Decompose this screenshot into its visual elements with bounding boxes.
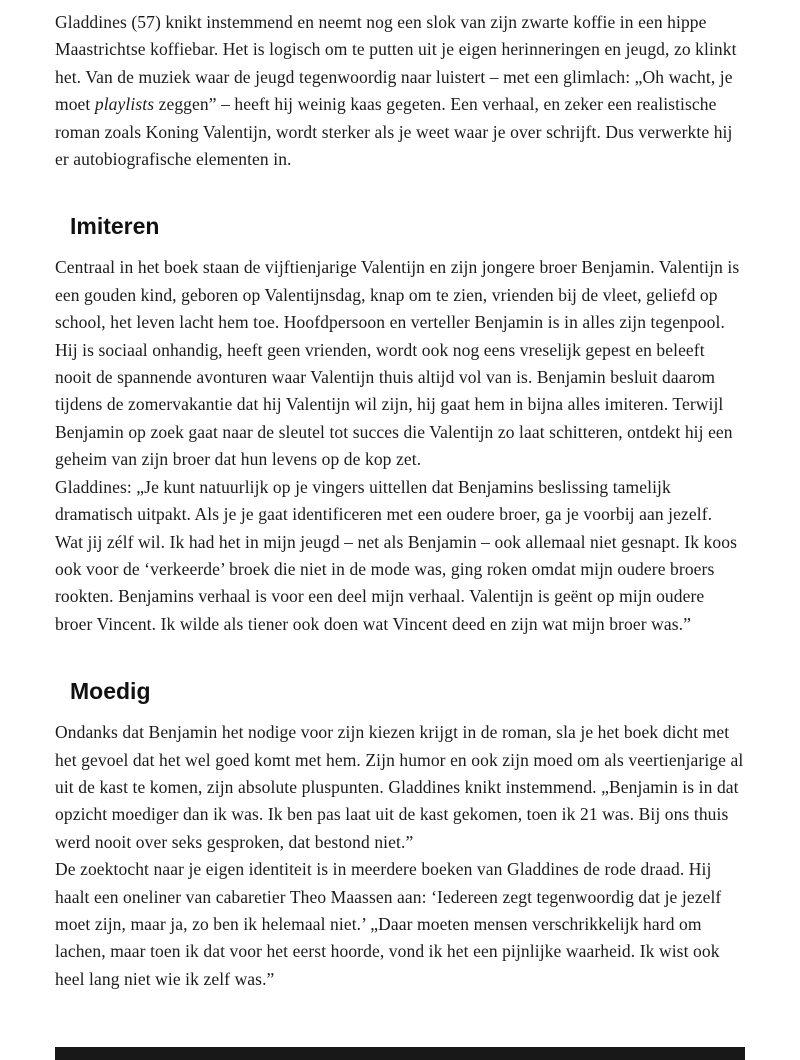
section-heading-moedig: Moedig: [70, 678, 151, 705]
section-heading-imiteren: Imiteren: [70, 213, 160, 240]
moedig-paragraph-1: Ondanks dat Benjamin het nodige voor zijn kiezen krijgt in de roman, sla je het boek dicht met het gevoel dat het wel goed komt met hem. Zijn humor en ook zijn moed om als veertienjarige al uit de kast te komen, zijn absolute pluspunten. Gladdines knikt instemmend. „Benjamin is in dat opzicht moediger dan ik was. Ik ben pas laat uit de kast gekomen, toen ik 21 was. Bij ons thuis werd nooit over seks gesproken, dat bestond niet.”: [55, 722, 744, 852]
intro-text-before-italic: Gladdines (57) knikt instemmend en neemt nog een slok van zijn zwarte koffie in een hippe Maastrichtse koffiebar. Het is logisch om te putten uit je eigen herinneringen en jeugd, zo klinkt het. Van de muziek waar de jeugd tegenwoordig naar luistert – met een glimlach: „Oh wacht, je moet: [55, 12, 737, 115]
intro-paragraph: [55, 9, 744, 173]
partial-image-strip: [55, 1047, 745, 1060]
imiteren-paragraph-1: Centraal in het boek staan de vijftienjarige Valentijn en zijn jongere broer Benjamin. Valentijn is een gouden kind, geboren op Valentijnsdag, knap om te zien, vrienden bij de vleet, geliefd op school, het leven lacht hem toe. Hoofdpersoon en verteller Benjamin is in alles zijn tegenpool. Hij is sociaal onhandig, heeft geen vrienden, wordt ook nog eens vreselijk gepest en beleeft nooit de spannende avonturen waar Valentijn thuis altijd vol van is. Benjamin besluit daarom tijdens de zomervakantie dat hij Valentijn wil zijn, hij gaat hem in bijna alles imiteren. Terwijl Benjamin op zoek gaat naar de sleutel tot succes die Valentijn zo laat schitteren, ontdekt hij een geheim van zijn broer dat hun levens op de kop zet.: [55, 257, 740, 470]
intro-text-after-italic: zeggen” – heeft hij weinig kaas gegeten. Een verhaal, en zeker een realistische roman zoals Koning Valentijn, wordt sterker als je weet waar je over schrijft. Dus verwerkte hij er autobiografische elementen in.: [55, 94, 733, 170]
intro-italic-word: playlists: [94, 94, 155, 115]
moedig-paragraph-2: De zoektocht naar je eigen identiteit is in meerdere boeken van Gladdines de rode draad. Hij haalt een oneliner van cabaretier Theo Maassen aan: ‘Iedereen zegt tegenwoordig dat je jezelf moet zijn, maar ja, zo ben ik helemaal niet.’ „Daar moeten mensen verschrikkelijk hard om lachen, maar toen ik dat voor het eerst hoorde, vond ik het een pijnlijke waarheid. Ik wist ook heel lang niet wie ik zelf was.”: [55, 859, 722, 989]
imiteren-paragraph-2: Gladdines: „Je kunt natuurlijk op je vingers uittellen dat Benjamins beslissing tamelijk dramatisch uitpakt. Als je je gaat identificeren met een oudere broer, ga je voorbij aan jezelf. Wat jij zélf wil. Ik had het in mijn jeugd – net als Benjamin – ook allemaal niet gesnapt. Ik koos ook voor de ‘verkeerde’ broek die niet in de mode was, ging roken omdat mijn oudere broers rookten. Benjamins verhaal is voor een deel mijn verhaal. Valentijn is geënt op mijn oudere broer Vincent. Ik wilde als tiener ook doen wat Vincent deed en zijn wat mijn broer was.”: [55, 476, 737, 634]
